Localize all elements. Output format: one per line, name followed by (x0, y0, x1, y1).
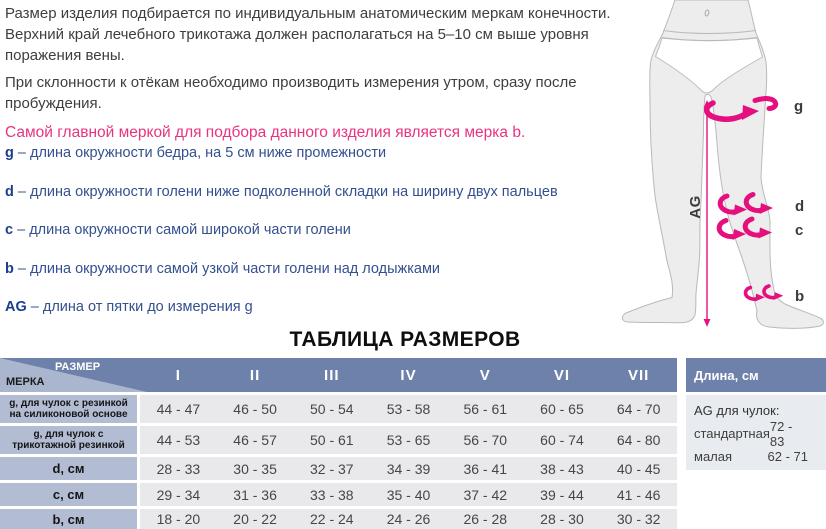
measurement-item-c (5, 222, 621, 261)
measurement-key: g (5, 145, 14, 161)
intro-highlight: Самой главной меркой для подбора данного изделия является мерка b. (5, 124, 526, 141)
row-label-text: d, см (52, 461, 85, 476)
value-cell: 38 - 43 (540, 460, 584, 477)
size-column-VI: VI (553, 366, 571, 384)
row-label (0, 395, 137, 423)
legs-diagram (618, 0, 826, 355)
value-cell: 30 - 35 (233, 460, 277, 477)
value-cell: 30 - 32 (616, 511, 661, 527)
ag-arrow-down-icon (704, 319, 711, 327)
row-label-text: g, для чулок с трикотажной резинкой (12, 428, 125, 451)
legs-diagram-svg (618, 0, 826, 355)
row-label (0, 426, 137, 454)
table-row (0, 457, 677, 480)
table-row (0, 509, 677, 529)
value-cell: 35 - 40 (386, 486, 431, 503)
length-panel-header: Длина, см (686, 358, 826, 392)
measurement-description: – длина от пятки до измерения g (26, 299, 253, 315)
value-cell: 28 - 30 (540, 511, 584, 527)
value-cell: 22 - 24 (310, 511, 354, 527)
size-column-IV: IV (400, 366, 417, 384)
value-cell: 56 - 70 (463, 432, 508, 448)
length-row-label: малая (694, 449, 733, 464)
value-cell: 39 - 44 (540, 486, 584, 503)
value-cell: 53 - 58 (386, 401, 431, 417)
length-row-label: стандартная (694, 426, 770, 441)
value-cell: 56 - 61 (463, 401, 508, 417)
measurement-item-b (5, 261, 621, 300)
value-cell: 31 - 36 (233, 486, 277, 503)
value-cell: 33 - 38 (310, 486, 354, 503)
row-values (140, 457, 677, 480)
length-row (686, 418, 826, 449)
measurement-key: d (5, 183, 14, 200)
table-row (0, 395, 677, 423)
value-cell: 46 - 50 (233, 401, 277, 417)
measurement-list (5, 145, 621, 338)
size-column-II: II (249, 366, 261, 384)
value-cell: 53 - 65 (386, 432, 431, 448)
measurement-key: c (5, 222, 14, 238)
row-label-text: b, см (52, 511, 85, 527)
length-panel-rows (686, 418, 826, 468)
value-cell: 46 - 57 (233, 432, 277, 448)
value-cell: 64 - 70 (616, 401, 661, 417)
value-cell: 40 - 45 (616, 460, 661, 477)
length-panel-subtitle: AG для чулок: (694, 402, 780, 418)
corner-label-size: РАЗМЕР (55, 361, 101, 373)
length-row-value: 62 - 71 (767, 449, 808, 464)
diagram-label-b: b (795, 288, 805, 305)
intro-paragraph-2: При склонности к отёкам необходимо производить измерения утром, сразу после пробуждения. (5, 74, 577, 112)
length-panel-body (686, 395, 826, 470)
value-cell: 44 - 53 (156, 432, 201, 448)
value-cell: 29 - 34 (156, 486, 201, 503)
diagram-label-c: c (795, 222, 804, 239)
row-label-text: c, см (52, 487, 85, 502)
value-cell: 28 - 33 (156, 460, 201, 477)
size-table (0, 358, 677, 529)
row-values (140, 395, 677, 423)
row-label (0, 457, 137, 480)
length-row-value: 72 - 83 (769, 418, 793, 449)
value-cell: 64 - 80 (616, 432, 661, 448)
ag-line-label: AG (687, 195, 704, 219)
value-cell: 18 - 20 (156, 511, 201, 527)
row-values (140, 483, 677, 506)
value-cell: 36 - 41 (463, 460, 508, 477)
table-row (0, 483, 677, 506)
row-values (140, 509, 677, 529)
size-table-header-row (0, 358, 677, 392)
measurement-description: – длина окружности голени ниже подколенной складки на ширину двух пальцев (13, 183, 558, 200)
size-column-I: I (175, 366, 181, 384)
value-cell: 44 - 47 (156, 401, 201, 417)
measurement-description: – длина окружности бедра, на 5 см ниже промежности (13, 145, 387, 161)
value-cell: 60 - 74 (540, 432, 584, 448)
value-cell: 50 - 54 (310, 401, 354, 417)
row-label-text: g, для чулок с резинкой на силиконовой основе (9, 397, 128, 420)
intro-section (5, 3, 621, 149)
value-cell: 41 - 46 (616, 486, 661, 503)
measurement-description: – длина окружности самой узкой части голени над лодыжками (13, 260, 441, 277)
measurement-description: – длина окружности самой широкой части голени (13, 222, 351, 238)
size-table-columns (140, 358, 677, 392)
value-cell: 20 - 22 (233, 511, 277, 527)
measurement-key: AG (5, 299, 27, 315)
row-label (0, 509, 137, 529)
value-cell: 34 - 39 (386, 460, 431, 477)
value-cell: 50 - 61 (310, 432, 354, 448)
row-values (140, 426, 677, 454)
measurement-item-g (5, 145, 621, 184)
length-panel (686, 358, 826, 470)
intro-paragraph-1: Размер изделия подбирается по индивидуальным анатомическим меркам конечности. Верхний край лечебного трикотажа должен располагаться на 5–10 см выше уровня поражения вены. (5, 5, 611, 64)
value-cell: 24 - 26 (386, 511, 431, 527)
size-column-V: V (479, 366, 491, 384)
table-row (0, 426, 677, 454)
row-label (0, 483, 137, 506)
size-column-III: III (324, 366, 340, 384)
diagram-label-g: g (794, 98, 804, 115)
measurement-item-d (5, 184, 621, 223)
value-cell: 26 - 28 (463, 511, 508, 527)
diagram-label-d: d (795, 198, 805, 215)
size-table-title: ТАБЛИЦА РАЗМЕРОВ (289, 328, 521, 351)
value-cell: 32 - 37 (310, 460, 354, 477)
corner-label-measure: МЕРКА (6, 376, 45, 388)
value-cell: 60 - 65 (540, 401, 584, 417)
size-table-body (0, 395, 677, 529)
size-column-VII: VII (628, 366, 650, 384)
length-row (686, 445, 826, 468)
value-cell: 37 - 42 (463, 486, 508, 503)
measurement-key: b (5, 260, 14, 277)
